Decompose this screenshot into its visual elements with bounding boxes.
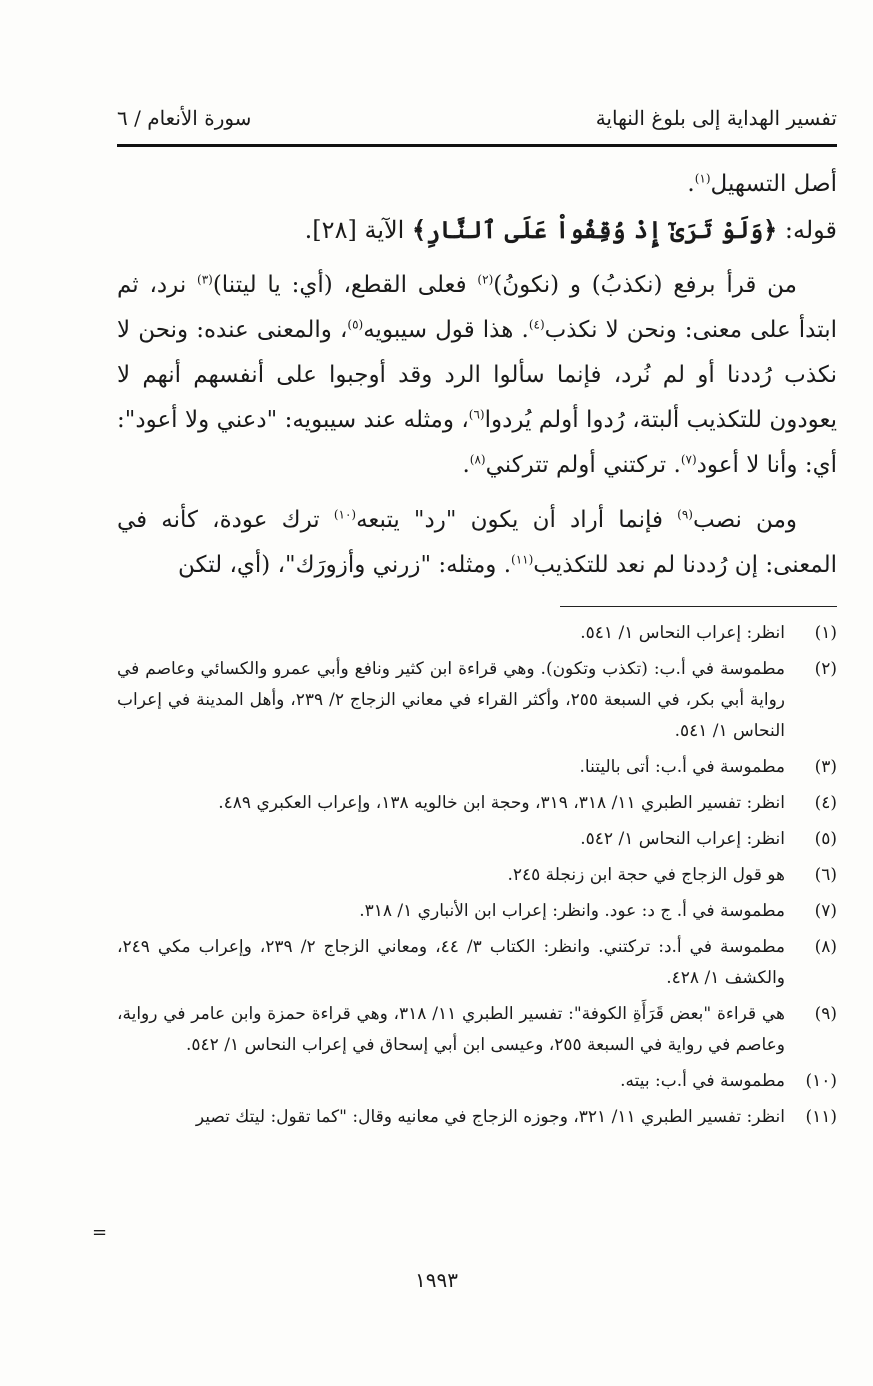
footnote-item — [117, 896, 837, 927]
surah-label: سورة الأنعام / ٦ — [117, 106, 252, 130]
footnote-text: هو قول الزجاج في حجة ابن زنجلة ٢٤٥. — [507, 865, 785, 885]
footnote-text: انظر: تفسير الطبري ١١/ ٣٢١، وجوزه الزجاج في معانيه وقال: "كما تقول: ليتك تصير — [195, 1107, 785, 1127]
footnote-text: مطموسة في أ.ب: أتى باليتنا. — [579, 757, 785, 777]
footnote-ref: (١) — [694, 171, 711, 186]
footnote-text: مطموسة في أ. ج د: عود. وانظر: إعراب ابن الأنباري ١/ ٣١٨. — [359, 901, 785, 921]
footnotes — [117, 618, 837, 1138]
footnote-item — [117, 618, 837, 649]
continuation-mark: = — [92, 1222, 108, 1243]
footnote-number: (١٠) — [805, 1071, 837, 1091]
footnote-item — [117, 788, 837, 819]
paragraph-4: ومن نصب$^{(٩)}$ فإنما أراد أن يكون "رد" يتبعه$^{(١٠)}$ ترك عودة، كأنه في المعنى: إن رُددنا لم نعد للتكذيب$^{(١١)}$. ومثله: "زرني وأزورَك"، (أي، لتكن — [117, 507, 837, 578]
footnote-item — [117, 999, 837, 1061]
footnote-number: (٥) — [814, 829, 837, 849]
footnote-text: هي قراءة "بعض قَرَأَةِ الكوفة": تفسير الطبري ١١/ ٣١٨، وهي قراءة حمزة وابن عامر في رواية، وعاصم في رواية في السبعة ٢٥٥، وعيسى ابن أبي إسحاق في إعراب النحاس ١/ ٥٤٢. — [117, 1004, 785, 1055]
paragraph-1: أصل التسهيل$^{(١)}$. — [687, 171, 837, 197]
paragraph-3: من قرأ برفع (نكذبُ) و (نكونُ)$^{(٢)}$ فعلى القطع، (أي: يا ليتنا)$^{(٣)}$ نرد، ثم ابتدأ على معنى: ونحن لا نكذب$^{(٤)}$. هذا قول سيبويه$^{(٥)}$، والمعنى عنده: ونحن لا نكذب رُددنا أو لم نُرد، فإنما سألوا الرد وقد أوجبوا على أنفسهم أنهم لا يعودون للتكذيب ألبتة، رُدوا أولم يُردوا$^{(٦)}$، ومثله عند سيبويه: "دعني ولا أعود": أي: وأنا لا أعود$^{(٧)}$. تركتني أولم تتركني$^{(٨)}$. — [117, 272, 837, 478]
footnote-number: (٦) — [814, 865, 837, 885]
footnote-ref: (٦) — [468, 407, 485, 422]
footnote-number: (٧) — [814, 901, 837, 921]
quran-verse: ﴿وَلَوْ تَرَىٰٓ إِذْ وُقِفُواْ عَلَى ٱلنَّارِ﴾ — [412, 215, 778, 244]
footnote-number: (٣) — [814, 757, 837, 777]
footnote-text: مطموسة في أ.د: تركتني. وانظر: الكتاب ٣/ ٤٤، ومعاني الزجاج ٢/ ٢٣٩، وإعراب مكي ٢٤٩، والكشف ١/ ٤٢٨. — [117, 937, 785, 988]
footnote-text: مطموسة في أ.ب: (تكذب وتكون). وهي قراءة ابن كثير ونافع وأبي عمرو والكسائي وعاصم في رواية أبي بكر، في السبعة ٢٥٥، وأكثر القراء في معاني الزجاج ٢/ ٢٣٩، وأهل المدينة في إعراب النحاس ١/ ٥٤١. — [117, 659, 785, 741]
header-rule — [117, 144, 837, 147]
footnote-ref: (٨) — [469, 452, 486, 467]
page-number: ١٩٩٣ — [415, 1268, 458, 1292]
footnote-item — [117, 654, 837, 747]
footnote-ref: (٣) — [197, 272, 213, 287]
footnote-number: (١١) — [805, 1107, 837, 1127]
footnote-text: انظر: إعراب النحاس ١/ ٥٤٢. — [580, 829, 785, 849]
footnote-ref: (٢) — [477, 272, 494, 287]
footnote-ref: (٧) — [680, 452, 697, 467]
footnote-ref: (١٠) — [333, 507, 357, 522]
footnote-text: مطموسة في أ.ب: بيته. — [620, 1071, 785, 1091]
footnote-rule — [560, 606, 837, 607]
main-text — [117, 162, 837, 588]
footnote-ref: (٥) — [347, 317, 364, 332]
footnote-number: (١) — [814, 623, 837, 643]
footnote-number: (٩) — [814, 1004, 837, 1024]
footnote-number: (٨) — [814, 937, 837, 957]
footnote-item — [117, 824, 837, 855]
footnote-ref: (٩) — [677, 507, 693, 522]
footnote-item — [117, 1066, 837, 1097]
footnote-text: انظر: إعراب النحاس ١/ ٥٤١. — [580, 623, 785, 643]
footnote-item — [117, 932, 837, 994]
book-title: تفسير الهداية إلى بلوغ النهاية — [595, 106, 837, 130]
footnote-item — [117, 1102, 837, 1133]
footnote-number: (٢) — [814, 659, 837, 679]
footnote-item — [117, 752, 837, 783]
footnote-item — [117, 860, 837, 891]
footnote-ref: (١١) — [511, 552, 534, 567]
paragraph-2: قوله: ﴿وَلَوْ تَرَىٰٓ إِذْ وُقِفُواْ عَلَى ٱلنَّارِ﴾ الآية [٢٨]. — [304, 215, 837, 244]
footnote-ref: (٤) — [528, 317, 545, 332]
running-header — [117, 106, 837, 138]
footnote-text: انظر: تفسير الطبري ١١/ ٣١٨، ٣١٩، وحجة ابن خالويه ١٣٨، وإعراب العكبري ٤٨٩. — [218, 793, 785, 813]
footnote-number: (٤) — [814, 793, 837, 813]
